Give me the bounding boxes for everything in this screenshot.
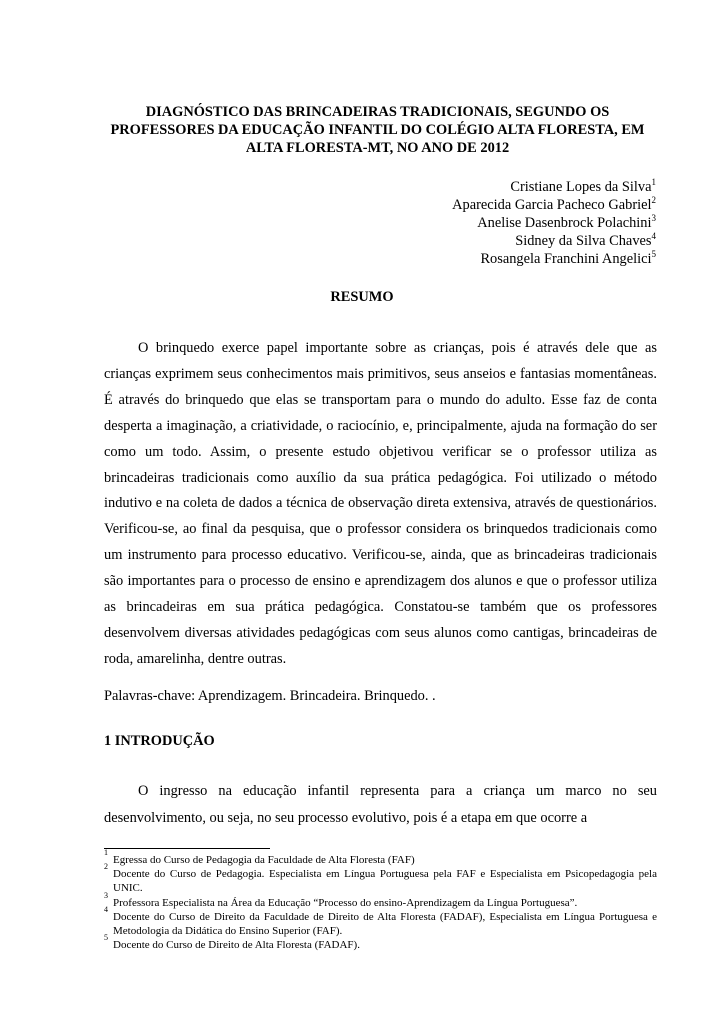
author-list (452, 178, 656, 268)
author-1: Cristiane Lopes da Silva$^1$ (510, 177, 656, 195)
footnote-4: 4 Docente do Curso de Direito da Faculdade de Direito de Alta Floresta (FADAF), Especialista em Língua Portuguesa e Metodologia da Didática do Ensino Superior (FAF). (104, 904, 657, 938)
introduction-text: O ingresso na educação infantil representa para a criança um marco no seu desenvolvimento, ou seja, no seu processo evolutivo, pois é a etapa em que ocorre a (104, 783, 657, 826)
abstract-text: O brinquedo exerce papel importante sobre as crianças, pois é através dele que as crianças exprimem seus conhecimentos mais primitivos, seus anseios e fantasias momentâneas. É através do brinquedo que elas se transportam para o mundo do adulto. Esse faz de conta desperta a imaginação, a criatividade, o raciocínio, e, principalmente, ajuda na formação do ser como um todo. Assim, o presente estudo objetivou verificar se o professor utiliza as brincadeiras tradicionais como auxílio da sua prática pedagógica. Foi utilizado o método indutivo e na coleta de dados a técnica de observação direta extensiva, através de questionários. Verificou-se, ao final da pesquisa, que o professor considera os brinquedos tradicionais como um instrumento para processo educativo. Verificou-se, ainda, que as brincadeiras tradicionais são importantes para o processo de ensino e aprendizagem dos alunos e que o professor utiliza as brincadeiras em sua prática pedagógica. Constatou-se também que os professores desenvolvem diversas atividades pedagógicas com seus alunos como cantigas, brincadeiras de roda, amarelinha, dentre outras. (104, 340, 657, 667)
author-4: Sidney da Silva Chaves$^4$ (515, 231, 656, 249)
footnote-5: 5 Docente do Curso de Direito de Alta Floresta (FADAF). (104, 933, 360, 952)
author-3: Anelise Dasenbrock Polachini$^3$ (477, 213, 656, 231)
resumo-heading: RESUMO (330, 289, 394, 305)
author-3-footnote-mark: 3 (651, 213, 656, 224)
footnotes (104, 848, 657, 952)
author-5-footnote-mark: 5 (651, 249, 656, 260)
keywords: Palavras-chave: Aprendizagem. Brincadeira. Brinquedo. . (104, 688, 436, 704)
footnote-1: 1 Egressa do Curso de Pedagogia da Faculdade de Alta Floresta (FAF) (104, 848, 415, 866)
footnote-3: 3 Professora Especialista na Área da Educação “Processo do ensino-Aprendizagem da Língua Portuguesa”. (104, 890, 578, 909)
introduction-heading: 1 INTRODUÇÃO (104, 733, 215, 749)
author-2-footnote-mark: 2 (651, 195, 656, 206)
title-line-2: PROFESSORES DA EDUCAÇÃO INFANTIL DO COLÉGIO ALTA FLORESTA, EM (110, 122, 645, 138)
title-line-1: DIAGNÓSTICO DAS BRINCADEIRAS TRADICIONAIS, SEGUNDO OS (145, 104, 610, 120)
footnote-2: 2 Docente do Curso de Pedagogia. Especialista em Língua Portuguesa pela FAF e Especialista em Psicopedagogia pela UNIC. (104, 862, 657, 895)
title-line-3: ALTA FLORESTA-MT, NO ANO DE 2012 (245, 140, 510, 156)
author-5: Rosangela Franchini Angelici$^5$ (480, 249, 656, 267)
paper-title (100, 103, 655, 157)
author-4-footnote-mark: 4 (651, 231, 656, 242)
author-1-footnote-mark: 1 (651, 177, 656, 188)
footnote-separator (104, 848, 270, 849)
author-2: Aparecida Garcia Pacheco Gabriel$^2$ (452, 195, 656, 213)
